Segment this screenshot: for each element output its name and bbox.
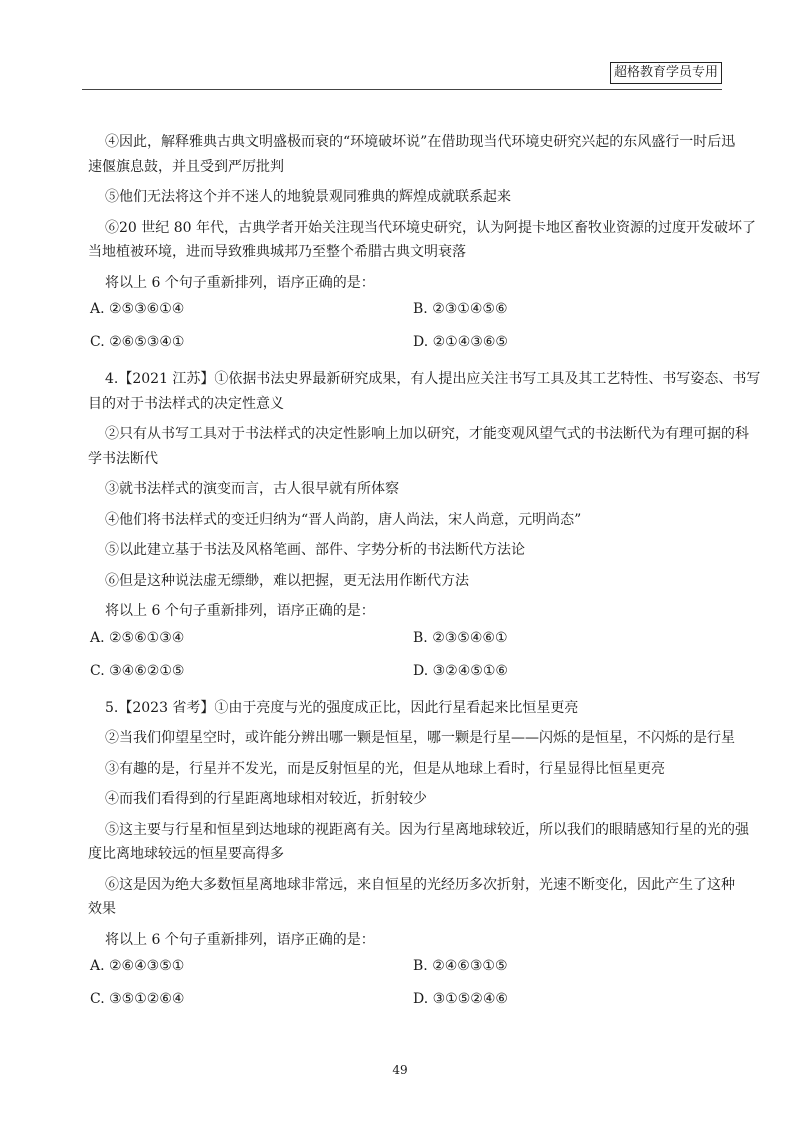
q4-sentence-4: ④他们将书法样式的变迁归纳为“晋人尚韵，唐人尚法，宋人尚意，元明尚态” — [105, 511, 582, 528]
q3-option-a[interactable]: A. ②⑤③⑥①④ — [90, 301, 185, 317]
q4-options-row-2 — [88, 657, 724, 690]
q5-sentence-2: ②当我们仰望星空时，或许能分辨出哪一颗是恒星，哪一颗是行星——闪烁的是恒星，不闪烁的是行星 — [105, 730, 735, 746]
q3-options-row-1 — [88, 295, 724, 328]
q3-sentence-5: ⑤他们无法将这个并不迷人的地貌景观同雅典的辉煌成就联系起来 — [105, 189, 511, 205]
header-tag: 超格教育学员专用 — [610, 62, 722, 84]
q4-option-d[interactable]: D. ③②④⑤①⑥ — [413, 662, 508, 679]
q3-option-d[interactable]: D. ②①④③⑥⑤ — [413, 334, 508, 350]
q4-sentence-1: 4.【2021 江苏】①依据书法史界最新研究成果，有人提出应关注书写工具及其工艺特性、书写姿态、书写 — [105, 371, 761, 387]
q5-sentence-6-cont: 效果 — [88, 901, 116, 917]
q4-option-b[interactable]: B. ②③⑤④⑥① — [413, 629, 508, 646]
q5-sentence-6: ⑥这是因为绝大多数恒星离地球非常远，来自恒星的光经历多次折射，光速不断变化，因此产生了这种 — [105, 876, 735, 893]
q5-option-d[interactable]: D. ③①⑤②④⑥ — [413, 991, 508, 1007]
header-divider — [82, 89, 722, 90]
q5-sentence-1: 5.【2023 省考】①由于亮度与光的强度成正比，因此行星看起来比恒星更亮 — [105, 699, 579, 716]
q3-sentence-6: ⑥20 世纪 80 年代，古典学者开始关注现当代环境史研究，认为阿提卡地区畜牧业资源的过度开发破坏了 — [105, 219, 756, 236]
q5-option-c[interactable]: C. ③⑤①②⑥④ — [90, 991, 185, 1007]
q3-sentence-6-cont: 当地植被环境，进而导致雅典城邦乃至整个希腊古典文明衰落 — [88, 244, 466, 260]
q4-sentence-3: ③就书法样式的演变而言，古人很早就有所体察 — [105, 481, 399, 497]
q3-sentence-4: ④因此，解释雅典古典文明盛极而衰的“环境破坏说”在借助现当代环境史研究兴起的东风盛行一时后迅 — [105, 134, 736, 150]
q3-sentence-4-cont: 速偃旗息鼓，并且受到严厉批判 — [88, 158, 284, 175]
q5-sentence-5-cont: 度比离地球较远的恒星要高得多 — [88, 846, 284, 862]
q4-option-a[interactable]: A. ②⑤⑥①③④ — [90, 629, 185, 646]
q3-option-b[interactable]: B. ②③①④⑤⑥ — [413, 301, 508, 317]
q5-option-a[interactable]: A. ②⑥④③⑤① — [90, 958, 185, 974]
q4-sentence-6: ⑥但是这种说法虚无缥缈，难以把握，更无法用作断代方法 — [105, 572, 469, 589]
q4-sentence-2: ②只有从书写工具对于书法样式的决定性影响上加以研究，才能变观风望气式的书法断代为有理可据的科 — [105, 426, 749, 442]
q5-sentence-3: ③有趣的是，行星并不发光，而是反射恒星的光，但是从地球上看时，行星显得比恒星更亮 — [105, 760, 665, 777]
q4-option-c[interactable]: C. ③④⑥②①⑤ — [90, 662, 185, 679]
page-number: 49 — [392, 1063, 408, 1077]
q4-options-row-1 — [88, 624, 724, 657]
q3-option-c[interactable]: C. ②⑥⑤③④① — [90, 334, 185, 350]
q5-prompt: 将以上 6 个句子重新排列，语序正确的是： — [105, 931, 375, 948]
q5-sentence-4: ④而我们看得到的行星距离地球相对较近，折射较少 — [105, 791, 427, 807]
q5-option-b[interactable]: B. ②④⑥③①⑤ — [413, 958, 508, 974]
q4-sentence-5: ⑤以此建立基于书法及风格笔画、部件、字势分析的书法断代方法论 — [105, 542, 525, 558]
q5-options-row-1 — [88, 952, 724, 985]
q3-prompt: 将以上 6 个句子重新排列，语序正确的是： — [105, 274, 375, 291]
q3-options-row-2 — [88, 328, 724, 361]
q5-sentence-5: ⑤这主要与行星和恒星到达地球的视距离有关。因为行星离地球较近，所以我们的眼睛感知行星的光的强 — [105, 821, 749, 838]
q4-sentence-2-cont: 学书法断代 — [88, 450, 158, 467]
q5-options-row-2 — [88, 985, 724, 1018]
page-content — [88, 130, 761, 1018]
q4-prompt: 将以上 6 个句子重新排列，语序正确的是： — [105, 603, 375, 619]
q4-sentence-1-cont: 目的对于书法样式的决定性意义 — [88, 395, 284, 412]
